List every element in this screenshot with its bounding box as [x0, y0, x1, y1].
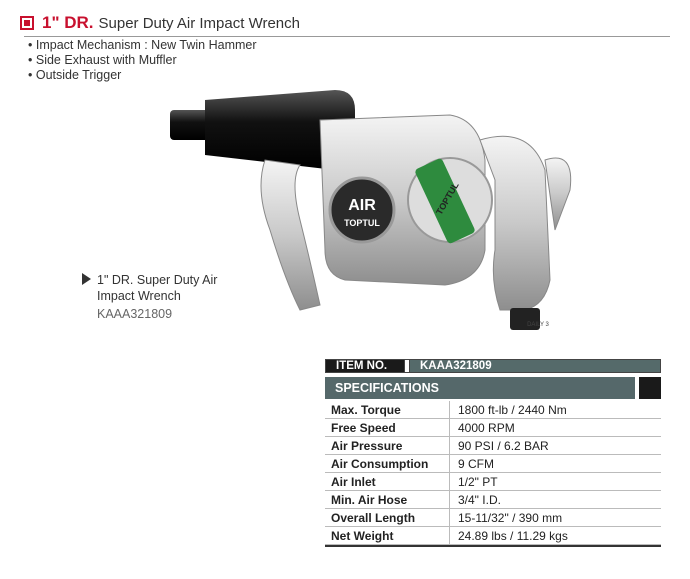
spec-table: [325, 401, 661, 545]
spec-row: [325, 437, 661, 455]
spec-row: [325, 527, 661, 545]
item-number-value: KAAA321809: [410, 360, 660, 372]
spec-key: Free Speed: [325, 419, 450, 437]
side-handle-shape: [261, 160, 320, 310]
spec-heading-label: SPECIFICATIONS: [325, 377, 635, 399]
spec-value: 3/4" I.D.: [450, 491, 662, 509]
spec-key: Air Consumption: [325, 455, 450, 473]
title-product-name: Super Duty Air Impact Wrench: [98, 14, 300, 32]
spec-row: [325, 491, 661, 509]
spec-row: [325, 401, 661, 419]
caption-name-line1: 1" DR. Super Duty Air: [97, 273, 218, 287]
air-badge-subtext: TOPTUL: [344, 218, 380, 228]
title-bullet-icon: [20, 16, 34, 30]
label-brand-text: TOPTUL: [434, 180, 461, 217]
item-number-row: [325, 359, 661, 373]
spec-key: Max. Torque: [325, 401, 450, 419]
caption-item-code: KAAA321809: [97, 307, 173, 321]
trigger-shape: [545, 158, 571, 230]
spec-value: 1800 ft-lb / 2440 Nm: [450, 401, 662, 419]
spec-value: 24.89 lbs / 11.29 kgs: [450, 527, 662, 545]
air-badge-text: AIR: [348, 197, 376, 214]
item-number-label: ITEM NO.: [326, 360, 404, 372]
feature-item: • Impact Mechanism : New Twin Hammer: [28, 38, 257, 53]
spec-bottom-rule: [325, 545, 661, 547]
impact-wrench-image: [150, 80, 600, 340]
spec-key: Air Pressure: [325, 437, 450, 455]
title-drive-size: 1" DR.: [42, 13, 94, 32]
spec-value: 90 PSI / 6.2 BAR: [450, 437, 662, 455]
product-caption: [82, 272, 217, 322]
spec-heading: [325, 377, 661, 399]
feature-item: • Outside Trigger: [28, 68, 257, 83]
anvil-shape: [170, 110, 210, 140]
spec-value: 9 CFM: [450, 455, 662, 473]
spec-key: Min. Air Hose: [325, 491, 450, 509]
spec-row: [325, 455, 661, 473]
feature-item: • Side Exhaust with Muffler: [28, 53, 257, 68]
spec-panel: [325, 359, 661, 547]
title-divider: [24, 36, 670, 37]
caption-arrow-icon: [82, 273, 91, 285]
spec-value: 4000 RPM: [450, 419, 662, 437]
spec-row: [325, 473, 661, 491]
spec-value: 1/2" PT: [450, 473, 662, 491]
spec-row: [325, 509, 661, 527]
caption-name-line2: Impact Wrench: [97, 289, 181, 303]
spec-key: Net Weight: [325, 527, 450, 545]
rear-handle-shape: [480, 136, 550, 310]
daily-text: DAILY 3: [527, 322, 549, 328]
page-title: [20, 12, 300, 34]
spec-value: 15-11/32" / 390 mm: [450, 509, 662, 527]
spec-key: Air Inlet: [325, 473, 450, 491]
spec-heading-end-block: [639, 377, 661, 399]
feature-list: [28, 38, 257, 83]
spec-key: Overall Length: [325, 509, 450, 527]
spec-row: [325, 419, 661, 437]
